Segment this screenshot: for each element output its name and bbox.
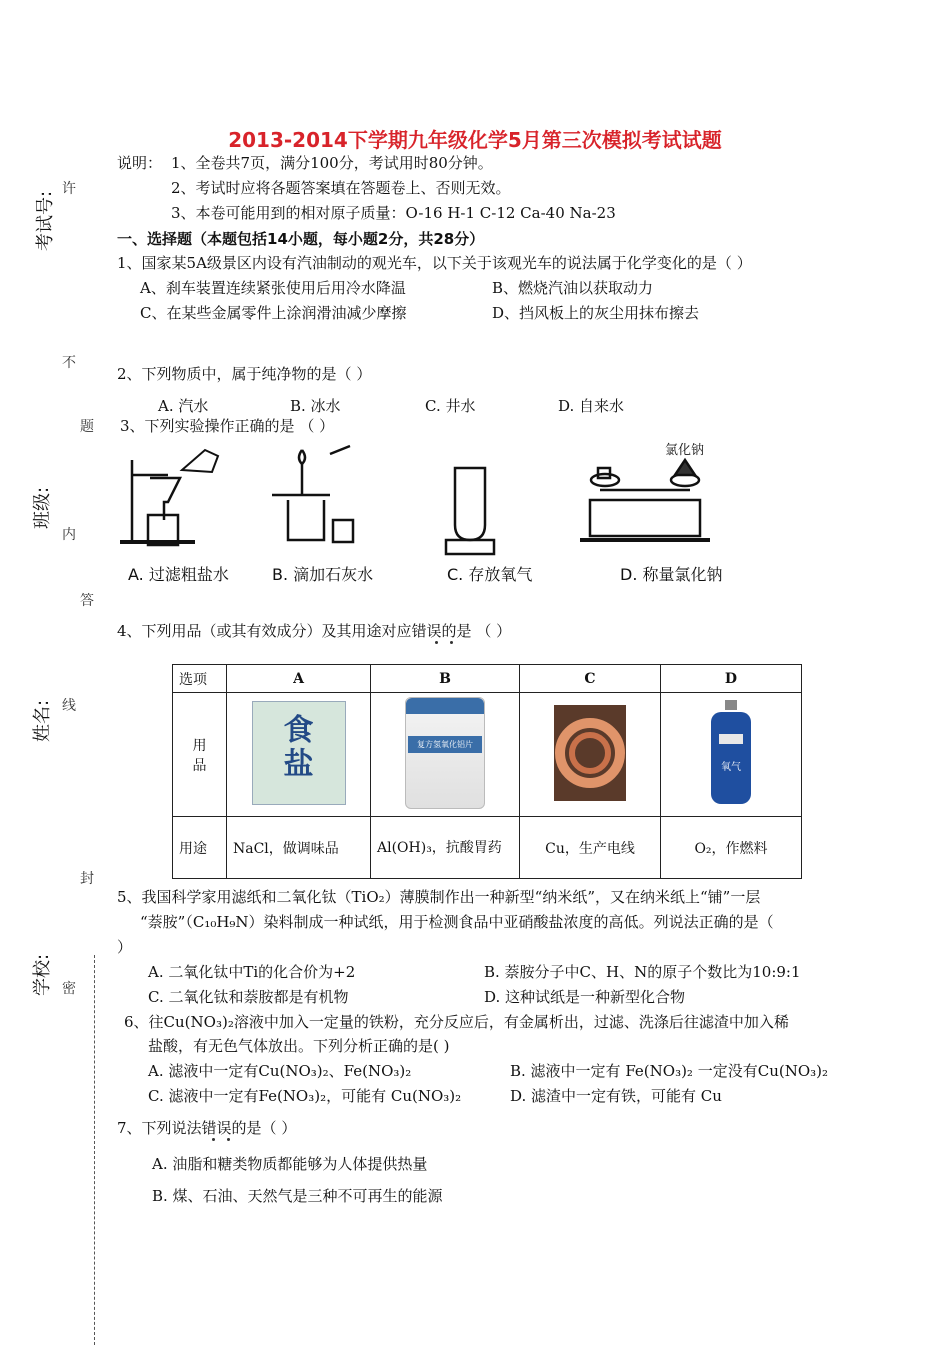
emphasis-dot (212, 1138, 215, 1141)
product-image-copper-wire (520, 693, 661, 817)
salt-package-text: 食 盐 (283, 712, 314, 782)
side-label-name: 姓名: (32, 699, 54, 743)
question-stem: 5、我国科学家用滤纸和二氧化钛（TiO₂）薄膜制作出一种新型“纳米纸”，又在纳米纸上“铺”一层 (117, 888, 761, 906)
question-stem-cont: ） (117, 938, 133, 956)
oxygen-cylinder (707, 698, 755, 808)
balance-scale (580, 460, 710, 540)
table-header: A (227, 665, 371, 693)
option-b: B. 煤、石油、天然气是三种不可再生的能源 (152, 1187, 443, 1205)
table-header: D (661, 665, 802, 693)
question-stem: 2、下列物质中，属于纯净物的是（ ） (117, 365, 372, 383)
question-stem: 7、下列说法错误的是（ ） (117, 1119, 297, 1137)
emphasis-dot (450, 641, 453, 644)
option-c: C、在某些金属零件上涂润滑油减少摩擦 (140, 304, 407, 322)
figure-caption: B. 滴加石灰水 (272, 565, 374, 584)
option-b: B、燃烧汽油以获取动力 (492, 279, 654, 297)
table-header: B (371, 665, 520, 693)
product-image-medicine (371, 693, 520, 817)
option-d: D. 滤渣中一定有铁，可能有 Cu (510, 1087, 722, 1105)
product-image-oxygen-tank (661, 693, 802, 817)
option-a: A. 滤液中一定有Cu(NO₃)₂、Fe(NO₃)₂ (148, 1062, 412, 1080)
products-table (172, 664, 802, 879)
use-cell: Cu，生产电线 (520, 817, 661, 879)
option-b: B. 萘胺分子中C、H、N的原子个数比为10:9:1 (484, 963, 801, 981)
emphasis-dot (227, 1138, 230, 1141)
binding-dashed-line (94, 955, 95, 1345)
row-label: 用途 (173, 817, 227, 879)
page-title: 2013-2014下学期九年级化学5月第三次模拟考试试题 (228, 128, 722, 152)
instruction-line: 3、本卷可能用到的相对原子质量：O-16 H-1 C-12 Ca-40 Na-23 (171, 204, 616, 222)
table-header: C (520, 665, 661, 693)
product-image-salt (227, 693, 371, 817)
side-char: 密 (62, 981, 76, 997)
question-stem-cont: “萘胺”（C₁₀H₉N）染料制成一种试纸，用于检测食品中亚硝酸盐浓度的高低。列说法正确的是（ (140, 913, 774, 931)
option-c: C. 滤液中一定有Fe(NO₃)₂，可能有 Cu(NO₃)₂ (148, 1087, 462, 1105)
figure-caption: A. 过滤粗盐水 (128, 565, 229, 584)
instruction-line: 2、考试时应将各题答案填在答题卷上、否则无效。 (171, 179, 511, 197)
side-char: 不 (62, 355, 76, 371)
option-d: D. 自来水 (558, 397, 625, 415)
instruction-line: 1、全卷共7页，满分100分，考试用时80分钟。 (171, 154, 493, 172)
option-d: D. 这种试纸是一种新型化合物 (484, 988, 686, 1006)
question-stem: 1、国家某5A级景区内设有汽油制动的观光车，以下关于该观光车的说法属于化学变化的是（ ） (117, 254, 752, 272)
option-b: B. 滤液中一定有 Fe(NO₃)₂ 一定没有Cu(NO₃)₂ (510, 1062, 829, 1080)
question-stem: 6、往Cu(NO₃)₂溶液中加入一定量的铁粉，充分反应后，有金属析出，过滤、洗涤后往滤渣中加入稀 (124, 1013, 789, 1031)
question-stem: 3、下列实验操作正确的是 （ ） (120, 417, 335, 435)
table-header: 选项 (173, 665, 227, 693)
filtration-apparatus (120, 450, 218, 545)
use-cell: NaCl，做调味品 (227, 817, 371, 879)
option-c: C. 井水 (425, 397, 476, 415)
tank-label: 氧气 (721, 761, 741, 773)
figure-caption: D. 称量氯化钠 (620, 565, 723, 584)
figure-caption: C. 存放氧气 (447, 565, 533, 584)
side-label-school: 学校: (32, 953, 54, 997)
option-b: B. 冰水 (290, 397, 341, 415)
nacl-label: 氯化钠 (665, 443, 705, 458)
emphasis-dot (435, 641, 438, 644)
instructions-prefix: 说明： (117, 154, 163, 172)
medicine-label-text: 复方氢氧化铝片 (408, 736, 482, 753)
use-cell: Al(OH)₃，抗酸胃药 (371, 817, 520, 879)
option-c: C. 二氧化钛和萘胺都是有机物 (148, 988, 349, 1006)
side-char: 答 (80, 593, 94, 609)
use-cell: O₂，作燃料 (661, 817, 802, 879)
copper-coil (554, 705, 626, 801)
side-char: 题 (80, 419, 94, 435)
gas-bottle (446, 468, 494, 554)
question-stem-cont: 盐酸，有无色气体放出。下列分析正确的是( ) (148, 1037, 450, 1055)
option-a: A. 汽水 (158, 397, 209, 415)
option-d: D、挡风板上的灰尘用抹布擦去 (492, 304, 700, 322)
side-char: 许 (62, 181, 76, 197)
side-char: 线 (62, 698, 76, 714)
section-heading: 一、选择题（本题包括14小题，每小题2分，共28分） (117, 230, 485, 248)
dropper-apparatus (272, 446, 353, 542)
row-label: 用 品 (173, 693, 227, 817)
option-a: A、刹车装置连续紧张使用后用冷水降温 (140, 279, 406, 297)
side-label-class: 班级: (32, 486, 54, 530)
side-char: 内 (62, 527, 76, 543)
question-stem: 4、下列用品（或其有效成分）及其用途对应错误的是 （ ） (117, 622, 512, 640)
option-a: A. 二氧化钛中Ti的化合价为+2 (148, 963, 356, 981)
option-a: A. 油脂和糖类物质都能够为人体提供热量 (152, 1155, 428, 1173)
side-char: 封 (80, 871, 94, 887)
side-label-exam-number: 考试号: (35, 190, 57, 252)
